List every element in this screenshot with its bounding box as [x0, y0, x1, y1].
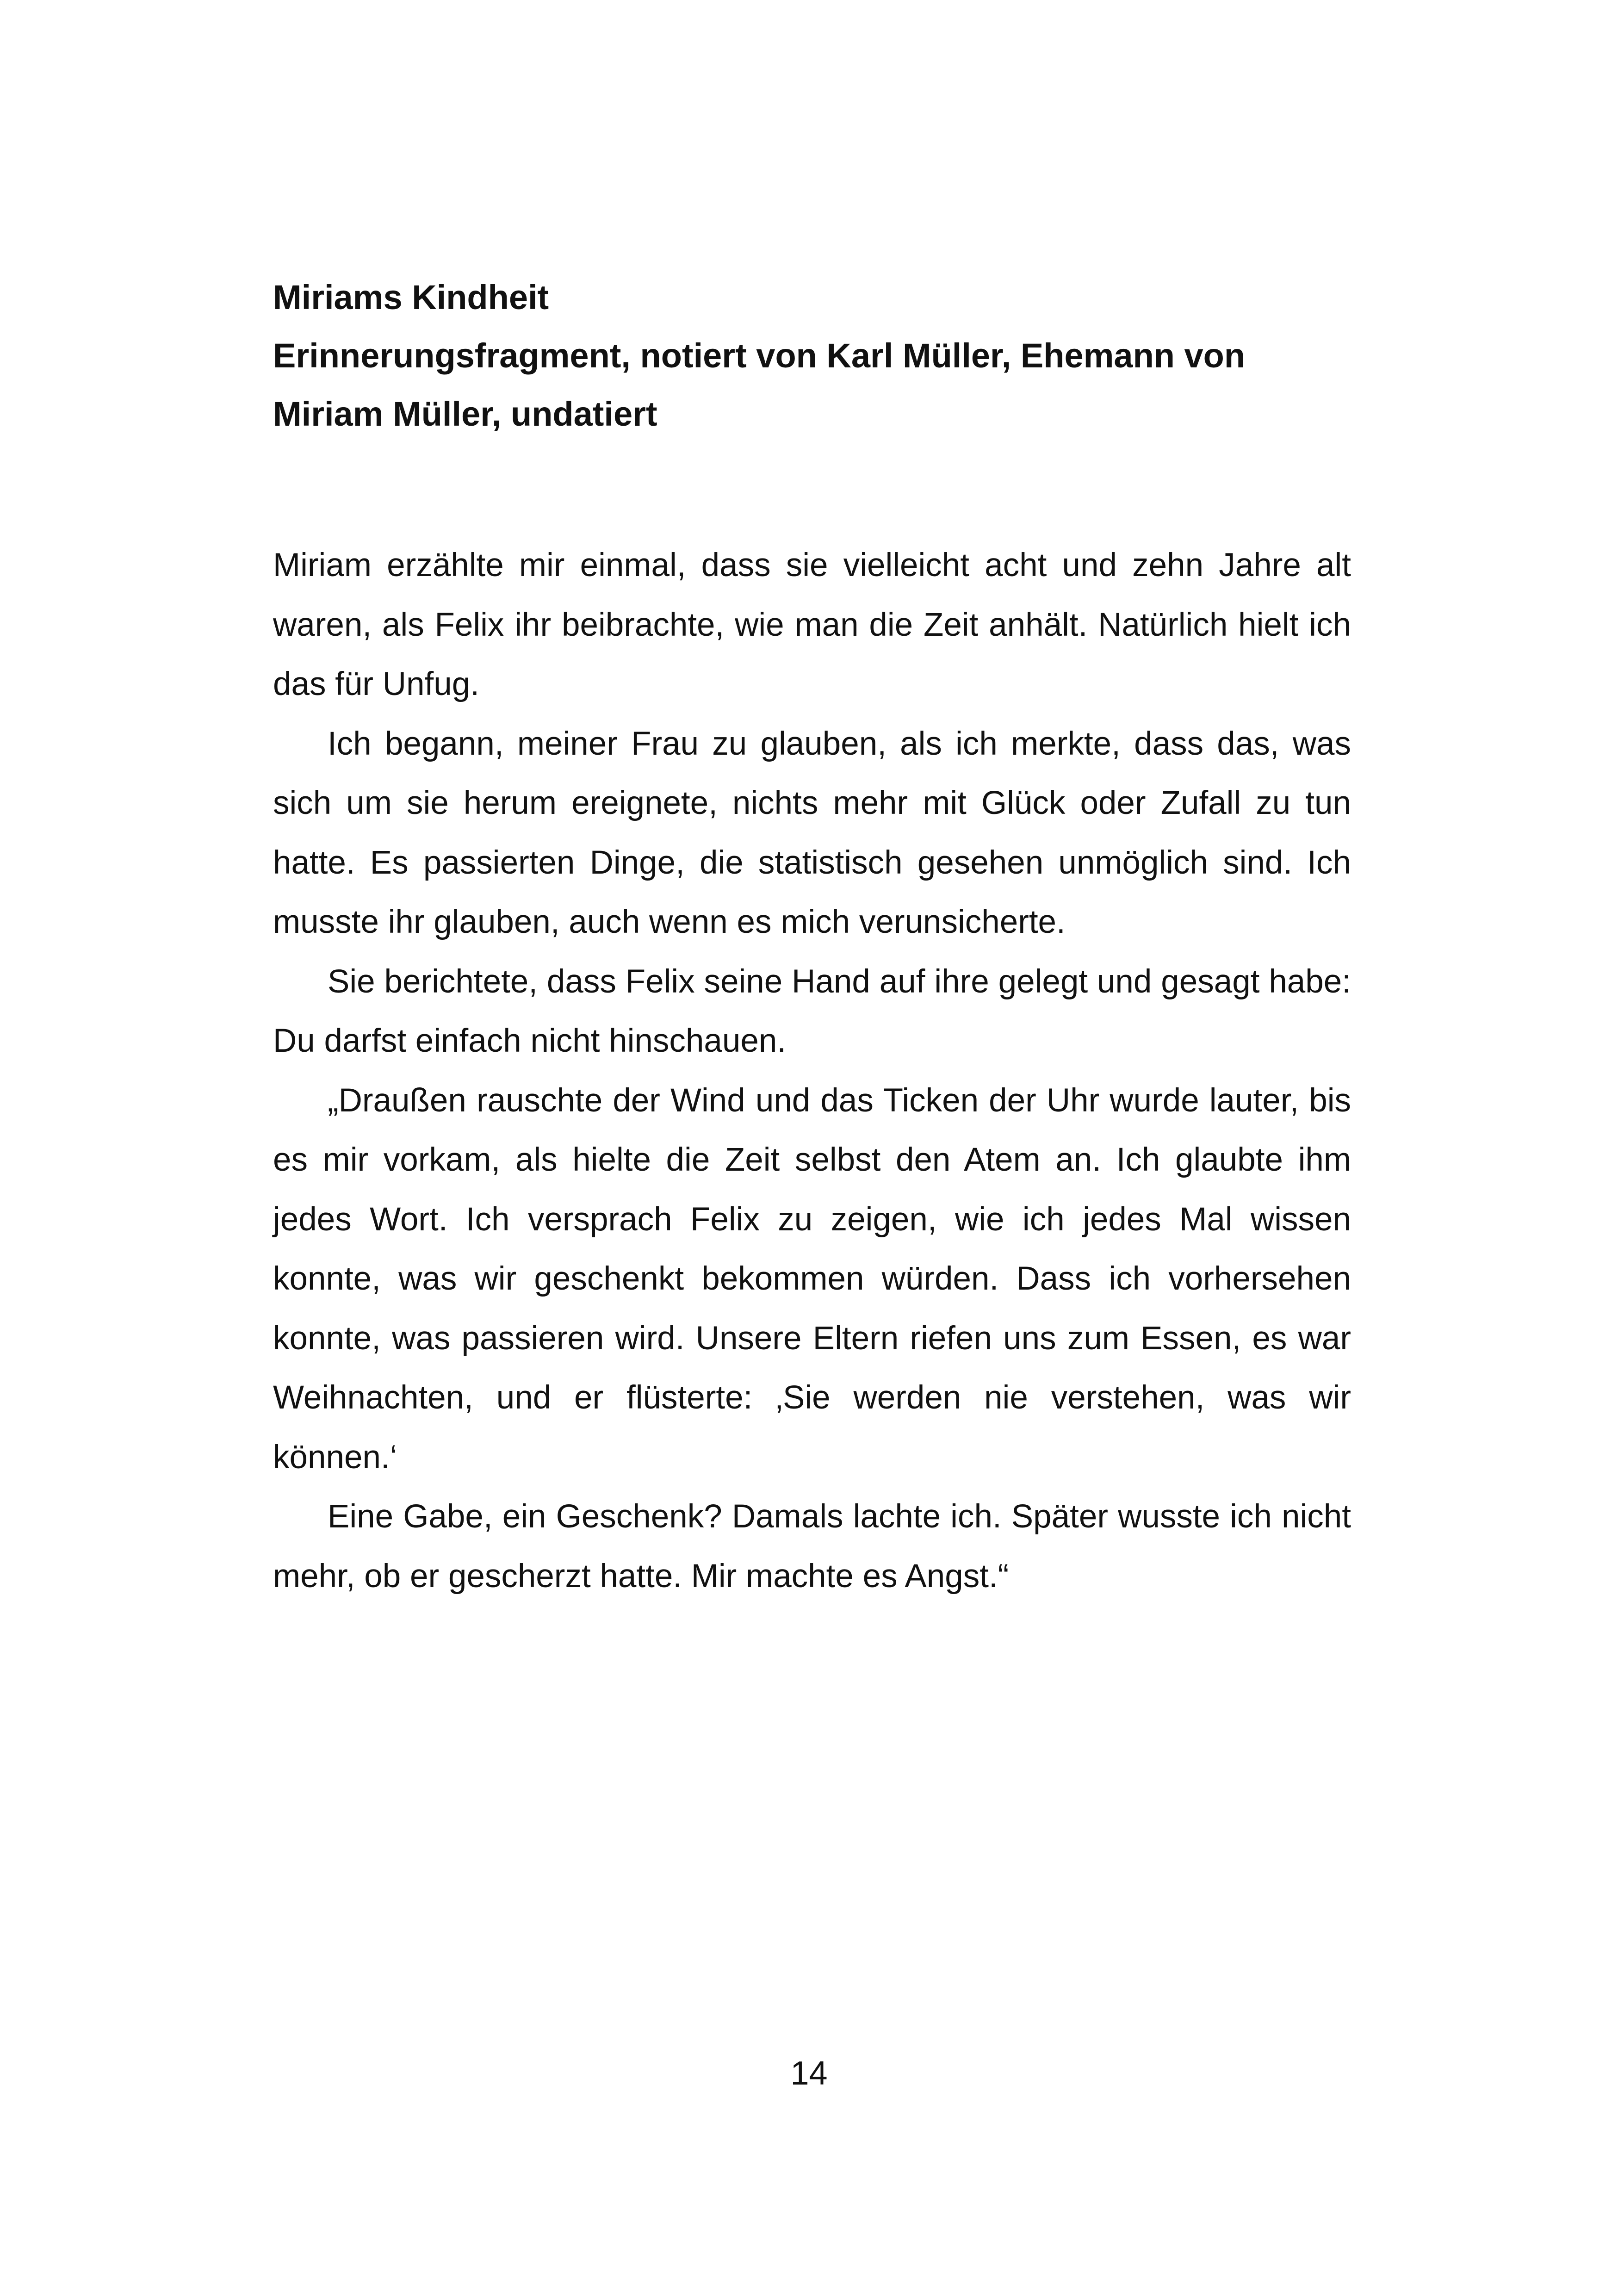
- body-text: [273, 536, 1351, 1606]
- text-block: [273, 268, 1351, 1606]
- paragraph: Sie berichtete, dass Felix seine Hand auf ihre gelegt und gesagt habe: Du darfst einfach nicht hinschauen.: [273, 963, 1351, 1059]
- chapter-title: Miriams Kindheit: [273, 278, 549, 316]
- paragraph: Miriam erzählte mir einmal, dass sie vielleicht acht und zehn Jahre alt waren, als Felix ihr beibrachte, wie man die Zeit anhält. Natürlich hielt ich das für Unfug.: [273, 547, 1351, 702]
- paragraph: Eine Gabe, ein Geschenk? Damals lachte ich. Später wusste ich nicht mehr, ob er gescherzt hatte. Mir machte es Angst.“: [273, 1498, 1351, 1595]
- paragraph: „Draußen rauschte der Wind und das Ticken der Uhr wurde lauter, bis es mir vorkam, als hielte die Zeit selbst den Atem an. Ich glaubte ihm jedes Wort. Ich versprach Felix zu zeigen, wie ich jedes Mal wissen konnte, was wir geschenkt bekommen würden. Dass ich vorhersehen konnte, was passieren wird. Unsere Eltern riefen uns zum Essen, es war Weihnachten, und er flüsterte: ‚Sie werden nie verstehen, was wir können.‘: [273, 1082, 1351, 1476]
- chapter-subtitle: Erinnerungsfragment, notiert von Karl Müller, Ehemann von Miriam Müller, undatiert: [273, 336, 1246, 433]
- paragraph: Ich begann, meiner Frau zu glauben, als ich merkte, dass das, was sich um sie herum ereignete, nichts mehr mit Glück oder Zufall zu tun hatte. Es passierten Dinge, die statistisch gesehen unmöglich sind. Ich musste ihr glauben, auch wenn es mich verunsicherte.: [273, 725, 1351, 940]
- page-number: 14: [790, 2055, 828, 2092]
